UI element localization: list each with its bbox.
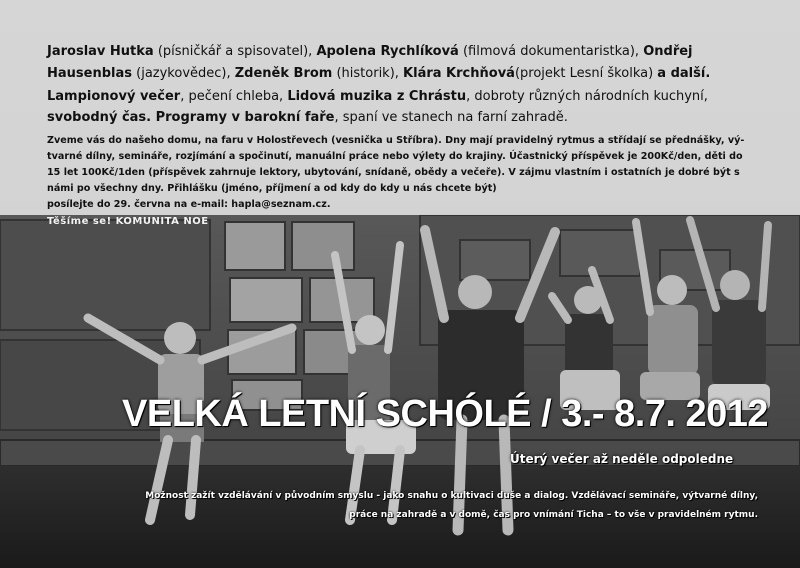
invitation-line: Zveme vás do našeho domu, na faru v Holostřevech (vesnička u Stříbra). Dny mají pravidelný rytmus a střídají se přednášky, vý- (47, 135, 745, 146)
invitation-line: námi po všechny dny. Přihlášku (jméno, příjmení a od kdy do kdy u nás chcete být) (47, 183, 497, 194)
text-segment: (filmová dokumentaristka), (458, 44, 644, 59)
guests-line-1 (47, 44, 693, 59)
invitation-text (47, 133, 767, 213)
footer-line: Možnost zažít vzdělávání v původním smyslu - jako snahu o kultivaci duše a dialog. Vzdělávací semináře, výtvarné dílny, (145, 491, 758, 501)
invitation-line: 15 let 100Kč/1den (příspěvek zahrnuje lektory, ubytování, snídaně, obědy a večeře). V zájmu vlastním i ostatních je dobré být s (47, 167, 740, 178)
text-segment: (projekt Lesní školka) (514, 66, 658, 81)
program-line-1 (47, 89, 708, 104)
text-segment: Lampionový večer (47, 89, 181, 104)
text-segment: Jaroslav Hutka (47, 44, 154, 59)
text-segment: (jazykovědec), (132, 66, 235, 81)
text-segment: , dobroty různých národních kuchyní, (466, 89, 708, 104)
event-schedule: Úterý večer až neděle odpoledne (510, 452, 734, 466)
guests-line-2 (47, 66, 710, 81)
invitation-line: tvarné dílny, semináře, rozjímání a spočinutí, manuální práce nebo výlety do krajiny. Účastnický příspěvek je 200Kč/den, děti do (47, 151, 743, 162)
text-segment: (písničkář a spisovatel), (153, 44, 317, 59)
text-segment: Zdeněk Brom (234, 66, 333, 81)
text-segment: Hausenblas (47, 66, 132, 81)
text-segment: Apolena Rychlíková (316, 44, 459, 59)
text-segment: svobodný čas. Programy v barokní faře (47, 110, 335, 125)
invitation-line: posílejte do 29. června na e-mail: hapla@seznam.cz. (47, 199, 331, 210)
program-line-2 (47, 110, 568, 125)
text-segment: Ondřej (643, 44, 693, 59)
text-segment: a další. (657, 66, 711, 81)
event-headline: VELKÁ LETNÍ SCHÓLÉ / 3.- 8.7. 2012 (122, 393, 769, 435)
footer-line: práce na zahradě a v domě, čas pro vnímání Ticha – to vše v pravidelném rytmu. (349, 510, 758, 520)
text-segment: (historik), (332, 66, 404, 81)
community-signature: Těšíme se! KOMUNITA NOE (47, 216, 209, 227)
text-segment: , spaní ve stanech na farní zahradě. (334, 110, 568, 125)
text-segment: , pečení chleba, (180, 89, 288, 104)
text-segment: Klára Krchňová (403, 66, 515, 81)
text-segment: Lidová muzika z Chrástu (287, 89, 467, 104)
